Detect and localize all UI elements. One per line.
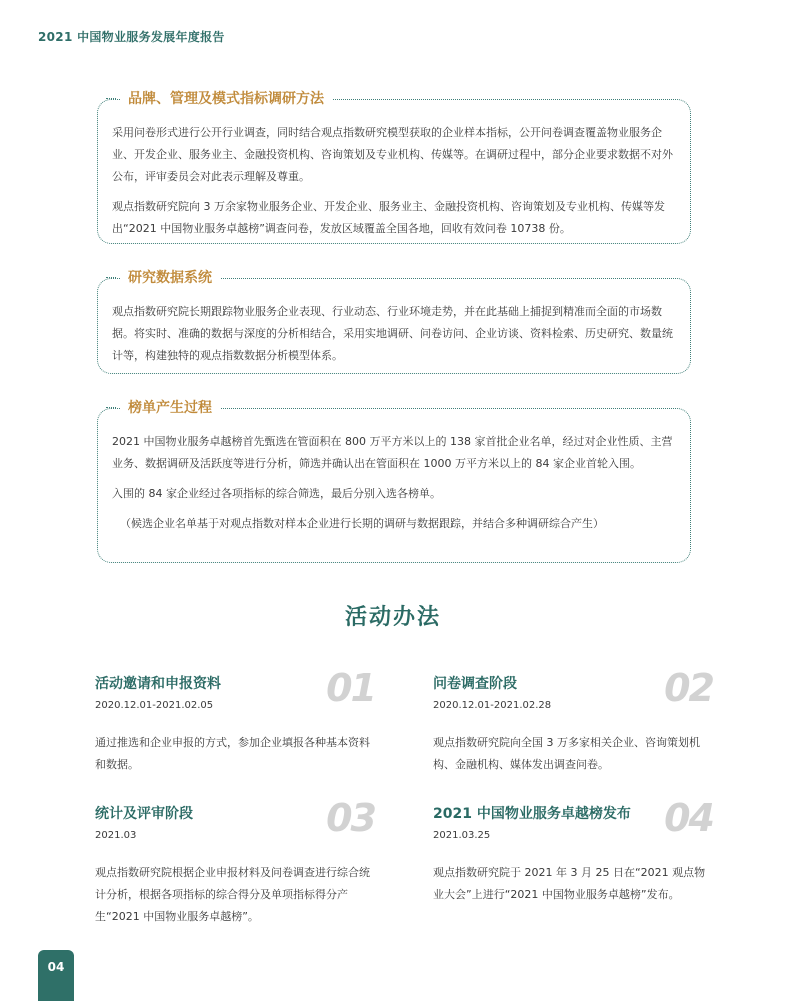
box-paragraph: 观点指数研究院长期跟踪物业服务企业表现、行业动态、行业环境走势，并在此基础上捕捉到精准而全面的市场数据。将实时、准确的数据与深度的分析相结合，采用实地调研、问卷访问、企业访谈、资料检索、历史研究、数量统计等，构建独特的观点指数数据分析模型体系。: [112, 305, 673, 362]
step-title: 统计及评审阶段: [95, 806, 193, 822]
methodology-box-ranking-process: [97, 400, 691, 563]
box-paragraph: 观点指数研究院向 3 万余家物业服务企业、开发企业、服务业主、金融投资机构、咨询策划及专业机构、传媒等发出“2021 中国物业服务卓越榜”调查问卷，发放区域覆盖全国各地，回收有效问卷 10738 份。: [112, 200, 665, 235]
step-number: 03: [326, 796, 375, 840]
box-note: （候选企业名单基于对观点指数对样本企业进行长期的调研与数据跟踪，并结合多种调研综合产生）: [120, 517, 604, 530]
step-number: 04: [664, 796, 713, 840]
step-title: 问卷调查阶段: [433, 676, 517, 692]
box-paragraph: 采用问卷形式进行公开行业调查，同时结合观点指数研究模型获取的企业样本指标，公开问卷调查覆盖物业服务企业、开发企业、服务业主、金融投资机构、咨询策划及专业机构、传媒等。在调研过程中，部分企业要求数据不对外公布，评审委员会对此表示理解及尊重。: [112, 126, 673, 183]
step-number: 02: [664, 666, 713, 710]
box-title: 品牌、管理及模式指标调研方法: [120, 89, 332, 109]
page-number-tab: 04: [38, 950, 74, 1001]
step-title: 活动邀请和申报资料: [95, 676, 221, 692]
activity-step-2: [433, 666, 713, 776]
step-description: 观点指数研究院于 2021 年 3 月 25 日在“2021 观点物业大会”上进行“2021 中国物业服务卓越榜”发布。: [433, 866, 706, 901]
box-paragraph: 2021 中国物业服务卓越榜首先甄选在管面积在 800 万平方米以上的 138 家首批企业名单，经过对企业性质、主营业务、数据调研及活跃度等进行分析，筛选并确认出在管面积在 1000 万平方米以上的 84 家企业首轮入围。: [112, 435, 673, 470]
step-description: 观点指数研究院向全国 3 万多家相关企业、咨询策划机构、金融机构、媒体发出调查问卷。: [433, 736, 700, 771]
step-date: 2020.12.01-2021.02.28: [433, 700, 552, 711]
box-title: 榜单产生过程: [120, 398, 220, 418]
methodology-box-data-system: [97, 270, 691, 374]
activity-step-3: [95, 796, 375, 928]
methodology-box-brand: [97, 91, 691, 244]
step-description: 观点指数研究院根据企业申报材料及问卷调查进行综合统计分析，根据各项指标的综合得分及单项指标得分产生“2021 中国物业服务卓越榜”。: [95, 866, 370, 923]
step-date: 2020.12.01-2021.02.05: [95, 700, 214, 711]
step-description: 通过推选和企业申报的方式，参加企业填报各种基本资料和数据。: [95, 736, 370, 771]
step-title: 2021 中国物业服务卓越榜发布: [433, 806, 631, 822]
box-title: 研究数据系统: [120, 268, 220, 288]
activity-section-title: 活动办法: [344, 605, 441, 630]
activity-step-4: [433, 796, 713, 906]
report-header-title: 2021 中国物业服务发展年度报告: [38, 30, 225, 44]
box-paragraph: 入围的 84 家企业经过各项指标的综合筛选，最后分别入选各榜单。: [112, 487, 441, 500]
step-number: 01: [326, 666, 375, 710]
step-date: 2021.03: [95, 830, 137, 841]
activity-step-1: [95, 666, 375, 776]
step-date: 2021.03.25: [433, 830, 491, 841]
